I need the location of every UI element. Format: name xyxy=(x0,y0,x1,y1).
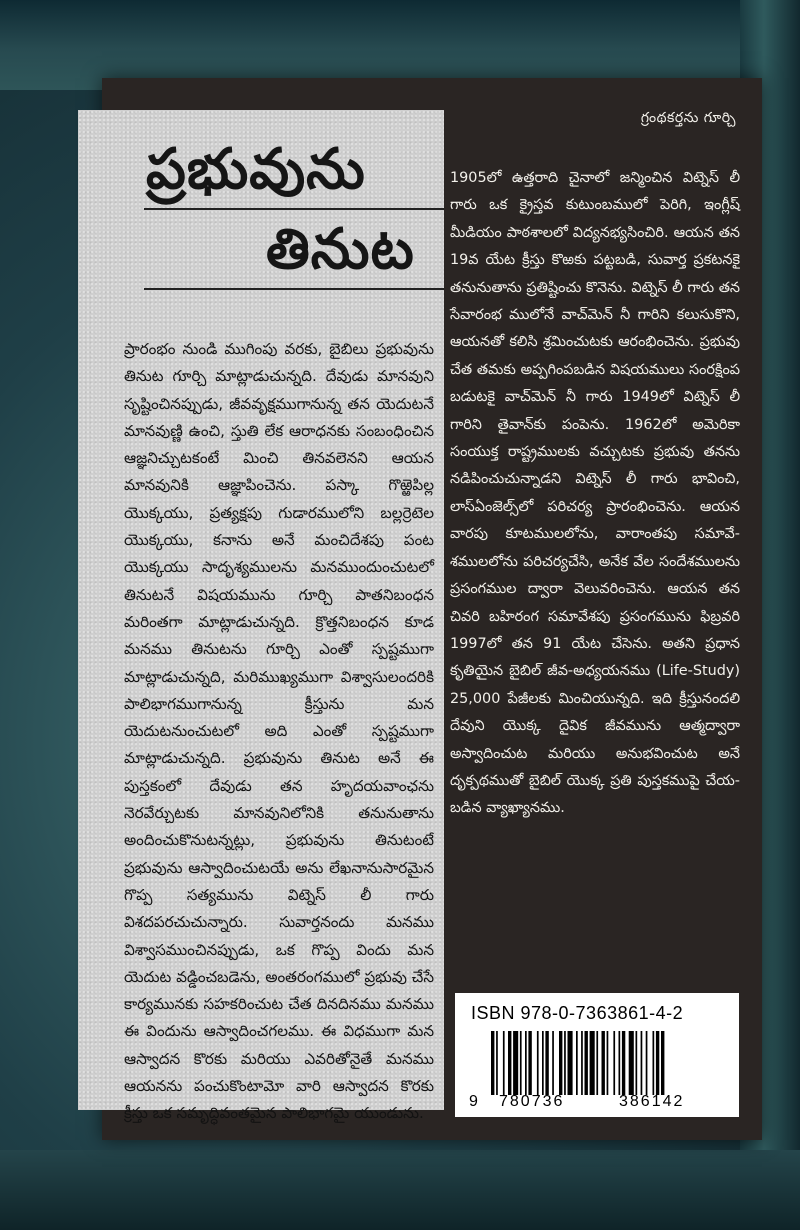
isbn-label: ISBN 978-0-7363861-4-2 xyxy=(471,1003,684,1023)
barcode-digit-lead: 9 xyxy=(469,1093,480,1110)
book-title-line2: తినుట xyxy=(266,217,415,282)
book-blurb: ప్రారంభం నుండి ముగింపు వరకు, బైబిలు ప్రభువును తినుట గూర్చి మాట్లాడుచున్నది. దేవుడు మానవుని సృష్టించినప్పుడు, జీవవృక్షముగానున్న తన యెదుటనే మానవుణ్ణి ఉంచి, స్తుతి లేక ఆరాధనకు సంబంధించిన ఆజ్ఞనిచ్చుటకంటే మించి తినవలెనని ఆయన మానవునికి ఆజ్ఞాపించెను. పస్కా గొఱ్ఱెపిల్ల యొక్కయు, ప్రత్యక్షపు గుడారములోని బల్లర్రెటెల యొక్కయు, కనాను అనే మంచిదేశపు పంట యొక్కయు సాదృశ్యములను మనముందుంచుటలో తినుటనే విషయమును గూర్చి పాతనిబంధన మరింతగా మాట్లాడుచున్నది. క్రొత్తనిబంధన కూడ మనము తినుటను గూర్చి ఎంతో స్పష్టముగా మాట్లాడుచున్నది, మరిముఖ్యముగా విశ్వాసులందరికి పాలిభాగముగానున్న క్రీస్తును మన యెదుటనుంచుటలో అది ఎంతో స్పష్టముగా మాట్లాడుచున్నది. ప్రభువును తినుట అనే ఈ పుస్తకంలో దేవుడు తన హృదయవాంఛను నెరవేర్చుటకు మానవునిలోనికి తనునుతాను అందించుకొనుటన్నట్లు, ప్రభువును తినుటంటే ప్రభువును ఆస్వాదించుటయే అను లేఖనానుసారమైన గొప్ప సత్యమును విట్నెస్ లీ గారు విశదపరచుచున్నారు. సువార్తనందు మనము విశ్వాసముంచినప్పుడు, ఒక గొప్ప విందు మన యెదుట వడ్డించబడెను, అంతరంగములో ప్రభువు చేసే కార్యమునకు సహకరించుట చేత దినదినము మనము ఈ విందును ఆస్వాదించగలము. ఈ విధముగా మన ఆస్వాదన కొరకు మరియు ఎవరితోనైతే మనము ఆయనను పంచుకొంటామో వారి ఆస్వాదన కొరకు క్రీస్తు ఒక సమృద్ధివంతమైన పాలిభాగమై యుండును. xyxy=(124,340,434,1123)
author-panel xyxy=(450,110,740,823)
barcode-digit-group2: 386142 xyxy=(619,1093,685,1110)
title-divider-1 xyxy=(144,208,444,210)
barcode-bars xyxy=(491,1031,727,1095)
title-divider-2 xyxy=(144,288,444,290)
author-bio: 1905లో ఉత్తరాది చైనాలో జన్మించిన విట్నెస్ లీ గారు ఒక క్రైస్తవ కుటుంబములో పెరిగి, ఇంగ్లీష్ మీడియం పాఠశాలలో విద్యనభ్యసించిరి. ఆయన తన 19వ యేట క్రీస్తు కొఱకు పట్టబడి, సువార్త ప్రకటనకై తనునుతాను ప్రతిష్టించు కొనెను. విట్నెస్ లీ గారు తన సేవారంభ ములోనే వాచ్‌మెన్ నీ గారిని కలుసుకొని, ఆయనతో కలిసి శ్రమించుటకు ఆరంభించెను. ప్రభువు చేత తమకు అప్పగింపబడిన విషయములు సంరక్షింప బడుటకై వాచ్‌మెన్ నీ గారు 1949లో విట్నెస్ లీ గారిని తైవాన్‌కు పంపెను. 1962లో అమెరికా సంయుక్త రాష్ట్రములకు వచ్చుటకు ప్రభువు తనను నడిపించుచున్నాడని విట్నెస్ లీ గారు భావించి, లాస్‌ఏంజెల్స్‌లో పరిచర్య ప్రారంభించెను. ఆయన వారపు కూటములలోను, వారాంతపు సమావే-శములలోను పరిచర్యచేసి, అనేక వేల సందేశములను ప్రసంగముల ద్వారా వెలువరించెను. ఆయన తన చివరి బహిరంగ సమావేశపు ప్రసంగమును ఫిబ్రవరి 1997లో తన 91 యేట చేసెను. అతని ప్రధాన కృతియైన బైబిల్ జీవ-అధ్యయనము (Life-Study) 25,000 పేజీలకు మించియున్నది. ఇది క్రీస్తునందలి దేవుని యొక్క దైవిక జీవమును ఆత్మద్వారా అస్వాదించుట మరియు అనుభవించుట అనే దృక్పథముతో బైబిల్ యొక్క ప్రతి పుస్తకముపై చేయ-బడిన వ్యాఖ్యానము. xyxy=(450,170,740,817)
photo-background-top xyxy=(0,0,800,90)
book-title-line1: ప్రభువును xyxy=(146,137,366,202)
photo-background-bottom xyxy=(0,1150,800,1230)
title-blurb-panel xyxy=(78,110,444,1123)
author-heading: గ్రంథకర్తను గూర్చి xyxy=(640,110,736,126)
isbn-barcode xyxy=(455,993,739,1117)
barcode-digit-group1: 780736 xyxy=(499,1093,565,1110)
